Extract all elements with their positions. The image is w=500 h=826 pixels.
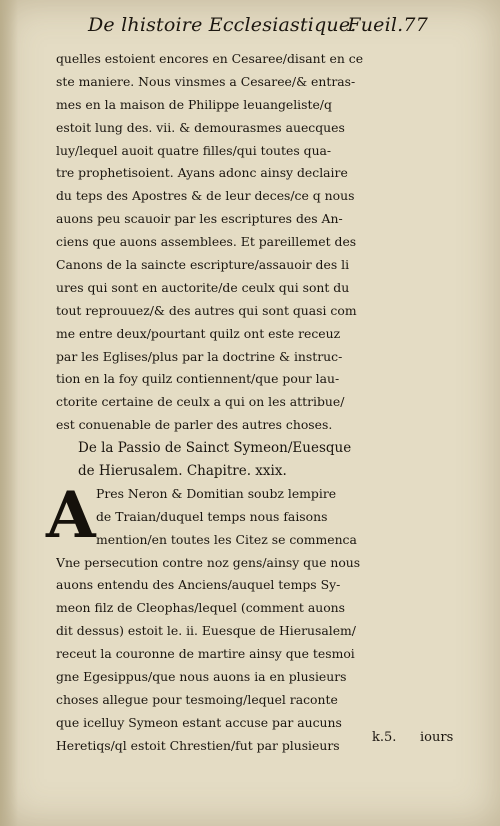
text-line: gne Egesippus/que nous auons ia en plusieurs <box>56 669 347 685</box>
text-line: ciens que auons assemblees. Et pareillemet des <box>56 234 357 250</box>
text-line: que icelluy Symeon estant accuse par aucuns <box>56 714 342 730</box>
text-line: estoit lung des. vii. & demourasmes auecques <box>56 119 345 135</box>
text-line: mention/en toutes les Citez se commenca <box>96 531 357 547</box>
text-line: par les Eglises/plus par la doctrine & instruc- <box>56 348 343 364</box>
catchword: iours <box>420 730 454 745</box>
text-line: luy/lequel auoit quatre filles/qui toutes qua- <box>56 142 332 158</box>
text-line: dit dessus) estoit le. ii. Euesque de Hierusalem/ <box>56 623 356 639</box>
text-line: est conuenable de parler des autres choses. <box>56 417 333 433</box>
text-line: ste maniere. Nous vinsmes a Cesaree/& entras- <box>56 73 356 89</box>
folio-number: Fueil.77 <box>347 14 428 36</box>
text-line: tion en la foy quilz contiennent/que pour lau- <box>56 371 340 387</box>
text-line: meon filz de Cleophas/lequel (comment auons <box>56 600 345 616</box>
text-line: Vne persecution contre noz gens/ainsy que nous <box>56 554 361 570</box>
text-line: quelles estoient encores en Cesaree/disant en ce <box>56 51 364 66</box>
text-line: Heretiqs/ql estoit Chrestien/fut par plusieurs <box>56 737 340 753</box>
text-line: ures qui sont en auctorite/de ceulx qui sont du <box>56 279 350 295</box>
drop-cap-initial: A <box>46 477 96 553</box>
signature-mark: k.5. <box>372 730 397 745</box>
text-line: auons peu scauoir par les escriptures des An- <box>56 211 343 227</box>
text-line: me entre deux/pourtant quilz ont este receuz <box>56 325 341 341</box>
text-line: de Traian/duquel temps nous faisons <box>96 508 328 524</box>
drop-cap-block <box>46 477 446 553</box>
chapter-heading-line: de Hierusalem. Chapitre. xxix. <box>78 463 287 480</box>
text-line: receut la couronne de martire ainsy que tesmoi <box>56 646 355 662</box>
text-line: mes en la maison de Philippe leuangeliste/q <box>56 96 332 112</box>
text-line: tout reprouuez/& des autres qui sont quasi com <box>56 302 357 318</box>
text-line: ctorite certaine de ceulx a qui on les attribue/ <box>56 394 345 410</box>
chapter-heading-line: De la Passio de Sainct Symeon/Euesque <box>78 440 352 457</box>
running-title: De lhistoire Ecclesiastique. <box>88 14 357 36</box>
text-line: auons entendu des Anciens/auquel temps Sy- <box>56 577 341 593</box>
text-line: Pres Neron & Domitian soubz lempire <box>96 485 337 501</box>
text-line: du teps des Apostres & de leur deces/ce q nous <box>56 188 355 204</box>
body-text <box>46 48 446 758</box>
text-line: tre prophetisoient. Ayans adonc ainsy declaire <box>56 165 348 181</box>
text-line: Canons de la saincte escripture/assauoir des li <box>56 257 350 273</box>
text-line: choses allegue pour tesmoing/lequel raconte <box>56 691 338 707</box>
